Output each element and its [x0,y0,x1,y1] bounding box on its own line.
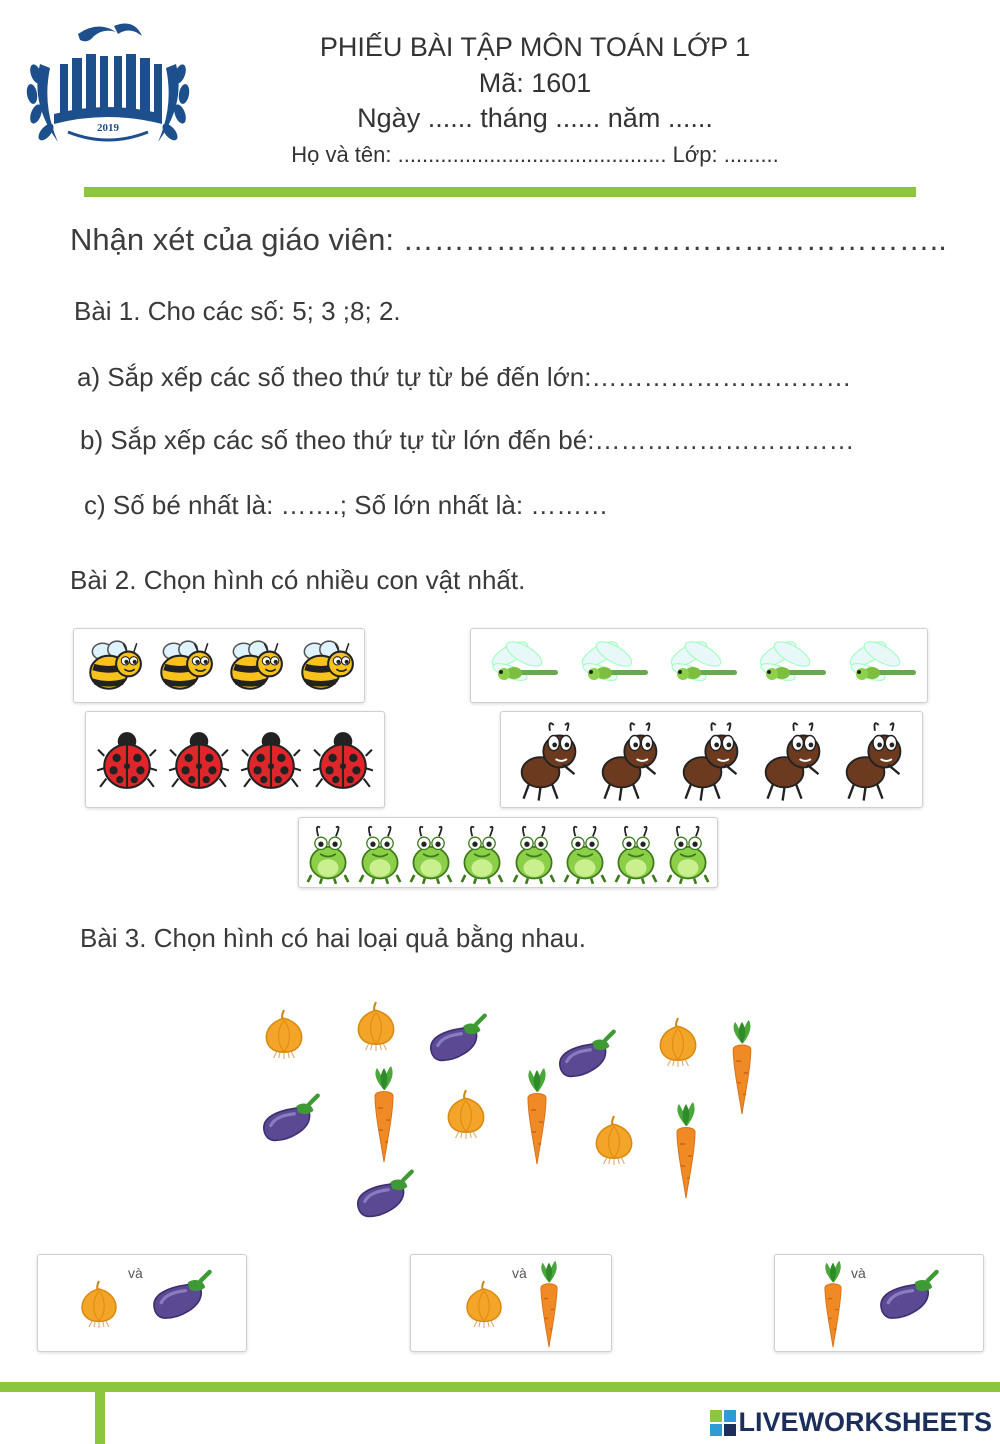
carrot-icon [521,1066,553,1166]
grasshopper-icon [306,822,350,884]
grasshopper-icon [563,822,607,884]
ant-group[interactable] [500,711,923,808]
eggplant-icon [875,1265,941,1325]
student-name-line: Họ và tên: ............................................ Lớp: ......... [291,142,779,167]
grasshopper-icon [358,822,402,884]
exercise-1-title: Bài 1. Cho các số: 5; 3 ;8; 2. [74,296,401,326]
ant-icon [516,717,582,803]
onion-icon [588,1114,640,1166]
onion-icon [459,1279,509,1329]
carrot-icon [727,1018,757,1116]
ant-icon [841,717,907,803]
onion-icon [258,1008,310,1060]
carrot-icon [819,1259,847,1349]
dragonfly-icon [838,636,918,696]
exercise-1a: a) Sắp xếp các số theo thứ tự từ bé đến lớn:………………………… [77,362,852,392]
ladybug-icon [312,728,374,792]
exercise-1c: c) Số bé nhất là: …….; Số lớn nhất là: ……… [84,490,609,520]
onion-icon [74,1279,124,1329]
carrot-icon [368,1064,400,1164]
brand-name: LIVEWORKSHEETS [738,1407,992,1437]
answer-option-onion-carrot[interactable] [410,1254,612,1352]
onion-icon [652,1016,704,1068]
dragonfly-icon [748,636,828,696]
bee-icon [153,637,215,695]
bee-icon [223,637,285,695]
eggplant-icon [352,1166,416,1222]
exercise-1b: b) Sắp xếp các số theo thứ tự từ lớn đến bé:………………………… [80,425,855,455]
grasshopper-group[interactable] [298,817,718,888]
teacher-comment: Nhận xét của giáo viên: …………………………………………….. [70,222,947,257]
bee-icon [294,637,356,695]
onion-icon [350,1000,402,1052]
carrot-icon [670,1100,702,1200]
eggplant-icon [258,1090,322,1146]
ant-icon [760,717,826,803]
worksheet-title: PHIẾU BÀI TẬP MÔN TOÁN LỚP 1 [319,32,751,62]
eggplant-icon [148,1265,214,1325]
exercise-2-title: Bài 2. Chọn hình có nhiều con vật nhất. [70,565,526,595]
grasshopper-icon [460,822,504,884]
grasshopper-icon [666,822,710,884]
header-divider [84,187,916,197]
logo-year: 2019 [97,122,119,134]
dragonfly-group[interactable] [470,628,928,703]
grasshopper-icon [409,822,453,884]
liveworksheets-mark-icon [710,1410,736,1436]
dragonfly-icon [570,636,650,696]
dragonfly-icon [659,636,739,696]
answer-option-onion-eggplant[interactable] [37,1254,247,1352]
grasshopper-icon [614,822,658,884]
answer-option-carrot-eggplant[interactable] [774,1254,984,1352]
footer-divider [0,1382,1000,1392]
ladybug-icon [240,728,302,792]
footer-accent-bar [95,1392,105,1444]
carrot-icon [535,1259,563,1349]
eggplant-icon [425,1010,489,1066]
bee-group[interactable] [73,628,365,703]
onion-icon [440,1088,492,1140]
date-line: Ngày ...... tháng ...... năm ...... [357,103,713,133]
option-joiner: và [851,1265,866,1281]
exercise-3-title: Bài 3. Chọn hình có hai loại quả bằng nhau. [80,923,586,953]
liveworksheets-logo [710,1407,992,1438]
ladybug-icon [96,728,158,792]
school-logo [18,14,198,164]
bee-icon [82,637,144,695]
worksheet-code: Mã: 1601 [478,68,592,98]
grasshopper-icon [512,822,556,884]
option-joiner: và [128,1265,143,1281]
ladybug-icon [168,728,230,792]
ladybug-group[interactable] [85,711,385,808]
eggplant-icon [554,1026,618,1082]
option-joiner: và [512,1265,527,1281]
ant-icon [597,717,663,803]
ant-icon [678,717,744,803]
dragonfly-icon [480,636,560,696]
